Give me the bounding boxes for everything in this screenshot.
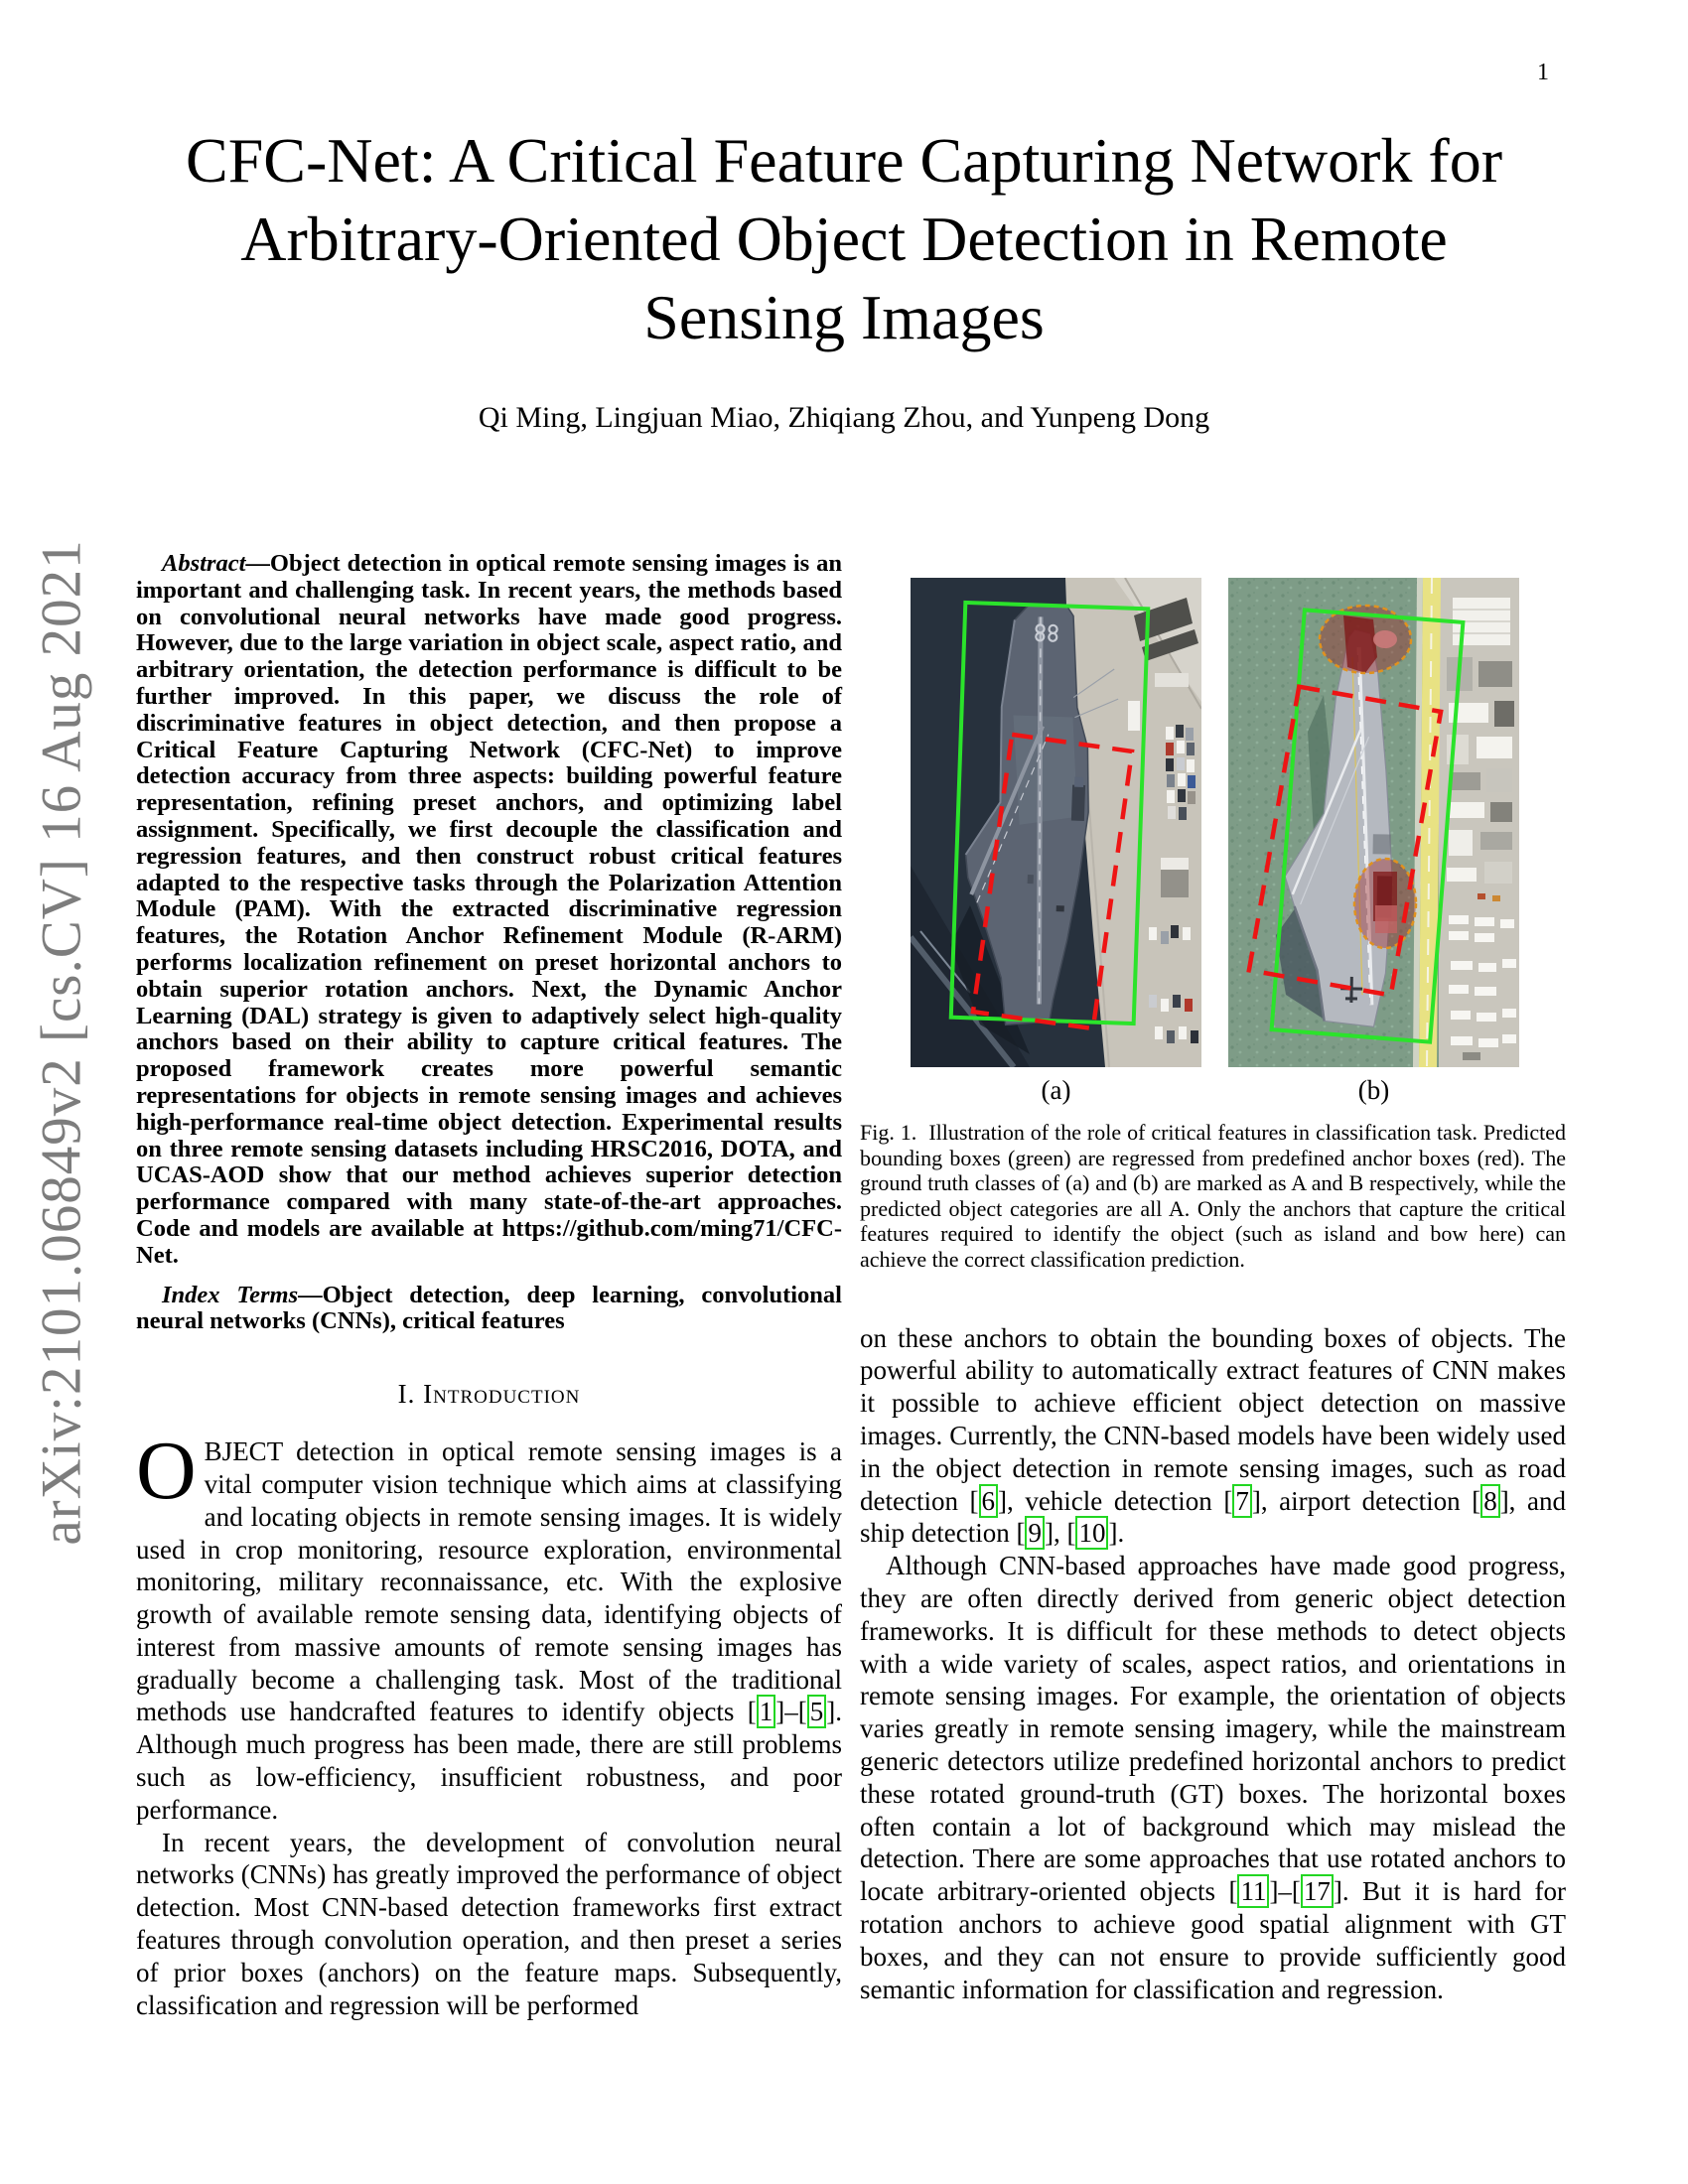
text-segment: In recent years, the development of convolution neural networks (CNNs) has greatly improved the performance of object detection. Most CNN-based detection frameworks first extract features through convolution operation, and then preset a series of prior boxes (anchors) on the feature maps. Subsequently, classification and regression will be performed [136,1827,842,2020]
two-column-layout [136,544,1566,2021]
intro-paragraph-2 [136,1827,842,2022]
figure-1 [860,578,1566,1273]
text-segment: ], [ [1044,1518,1076,1549]
figure-1-images [911,578,1566,1106]
authors-line: Qi Ming, Lingjuan Miao, Zhiqiang Zhou, and Yunpeng Dong [478,401,1210,434]
text-segment: ]. But it is hard for rotation anchors to achieve good spatial alignment with GT boxes, and they can not ensure to provide sufficiently good semantic information for classification and regression. [860,1876,1566,2004]
text-segment: —Object detection, deep learning, convolutional neural networks (CNNs), critical features [136,1281,842,1335]
body-paragraph-4 [860,1550,1566,2005]
citation-link[interactable]: 8 [1480,1484,1500,1518]
citation-link[interactable]: 6 [979,1484,999,1518]
citation-link[interactable]: 7 [1232,1484,1252,1518]
body-paragraph-3 [860,1322,1566,1551]
text-segment: Abstract [162,550,246,577]
text-segment: Illustration of the role of critical features in classification task. Predicted bounding boxes (green) are regressed from predefined anchor boxes (red). The ground truth classes of (a) and (b) are marked as A and B respectively, while the predicted object categories are all A. Only the anchors that capture the critical features required to identify the object (such as island and bow here) can achieve the correct classification prediction. [860,1120,1566,1272]
text-segment: —Object detection in optical remote sensing images is an important and challenging task. In recent years, the methods based on convolutional neural networks have made good progress. However, due to the large variation in object scale, aspect ratio, and arbitrary orientation, the detection performance is difficult to be further improved. In this paper, we discuss the role of discriminative features in object detection, and then propose a Critical Feature Capturing Network (CFC-Net) to improve detection accuracy from three aspects: building powerful feature representation, refining preset anchors, and optimizing label assignment. Specifically, we first decouple the classification and regression features, and then construct robust critical features adapted to the respective tasks through the Polarization Attention Module (PAM). With the extracted discriminative regression features, the Rotation Anchor Refinement Module (R-ARM) performs localization refinement on preset horizontal anchors to obtain superior rotation anchors. Next, the Dynamic Anchor Learning (DAL) strategy is given to adaptively select high-quality anchors based on their ability to capture critical features. The proposed framework creates more powerful semantic representations for objects in remote sensing images and achieves high-performance real-time object detection. Experimental results on three remote sensing datasets including HRSC2016, DOTA, and UCAS-AOD show that our method achieves superior detection performance compared with many state-of-the-art approaches. Code and models are available at https://github.com/ming71/CFC-Net. [136,550,842,1269]
dock-and-industrial-zone [1413,578,1519,1067]
citation-link[interactable]: 11 [1237,1874,1269,1908]
citation-link[interactable]: 5 [807,1695,827,1728]
figure-1b [1228,578,1519,1106]
citation-link[interactable]: 17 [1301,1874,1334,1908]
title-line-3: Sensing Images [643,282,1045,352]
text-segment: ]. Although much progress has been made, there are still problems such as low-efficiency, insufficient robustness, and poor performance. [136,1697,842,1825]
figure-1a-image [911,578,1201,1067]
text-segment: on these anchors to obtain the bounding boxes of objects. The powerful ability to automatically extract features of CNN makes it possible to achieve efficient object detection on massive images. Currently, the CNN-based models have been widely used in the object detection in remote sensing images, such as road detection [ [860,1322,1566,1516]
left-column [136,544,842,2021]
figure-1-caption [860,1120,1566,1273]
text-segment: Although CNN-based approaches have made good progress, they are often directly derived from generic object detection frameworks. It is difficult for these methods to detect objects with a wide variety of scales, aspect ratios, and orientations in remote sensing images. For example, the orientation of objects varies greatly in remote sensing imagery, while the mainstream generic detectors utilize predefined horizontal anchors to predict these rotated ground-truth (GT) boxes. The horizontal boxes often contain a lot of background which may mislead the detection. There are some approaches that use rotated anchors to locate arbitrary-oriented objects [ [860,1551,1566,1907]
text-segment: Index Terms [162,1281,299,1308]
citation-link[interactable]: 1 [757,1695,776,1728]
title-line-1: CFC-Net: A Critical Feature Capturing Network for [186,125,1502,196]
text-segment: BJECT detection in optical remote sensing images is a vital computer vision technique which aims at classifying and locating objects in remote sensing images. It is widely used in crop monitoring, resource exploration, environmental monitoring, military reconnaissance, etc. With the explosive growth of available remote sensing data, identifying objects of interest from massive amounts of remote sensing images has gradually become a challenging task. Most of the traditional methods use handcrafted features to identify objects [ [136,1436,842,1727]
text-segment: ], vehicle detection [ [998,1485,1233,1516]
text-segment: ]–[ [1269,1876,1301,1907]
citation-link[interactable]: 10 [1075,1516,1108,1550]
figure-1b-label: (b) [1357,1075,1390,1105]
text-segment: ], airport detection [ [1251,1485,1481,1516]
page-number: 1 [1537,60,1549,85]
paper-title [0,121,1688,356]
text-segment: ]–[ [775,1697,807,1727]
figure-1a [911,578,1201,1106]
carrier-island-a [1071,785,1085,821]
text-segment: ], and ship detection [ [860,1485,1566,1549]
index-terms [136,1283,842,1336]
figure-1b-image [1228,578,1519,1067]
citation-link[interactable]: 9 [1025,1516,1045,1550]
arxiv-stamp: arXiv:2101.06849v2 [cs.CV] 16 Aug 2021 [30,539,93,1546]
text-segment: ]. [1108,1518,1125,1549]
abstract-paragraph [136,551,842,1270]
right-column [860,544,1566,2021]
figure-1a-label: (a) [1041,1075,1071,1105]
section-heading-introduction: I. Introduction [397,1379,581,1410]
text-segment: Fig. 1. [860,1120,917,1145]
title-line-2: Arbitrary-Oriented Object Detection in Remote [240,204,1448,274]
text-segment: O [136,1425,197,1518]
intro-paragraph-1 [136,1425,842,1827]
